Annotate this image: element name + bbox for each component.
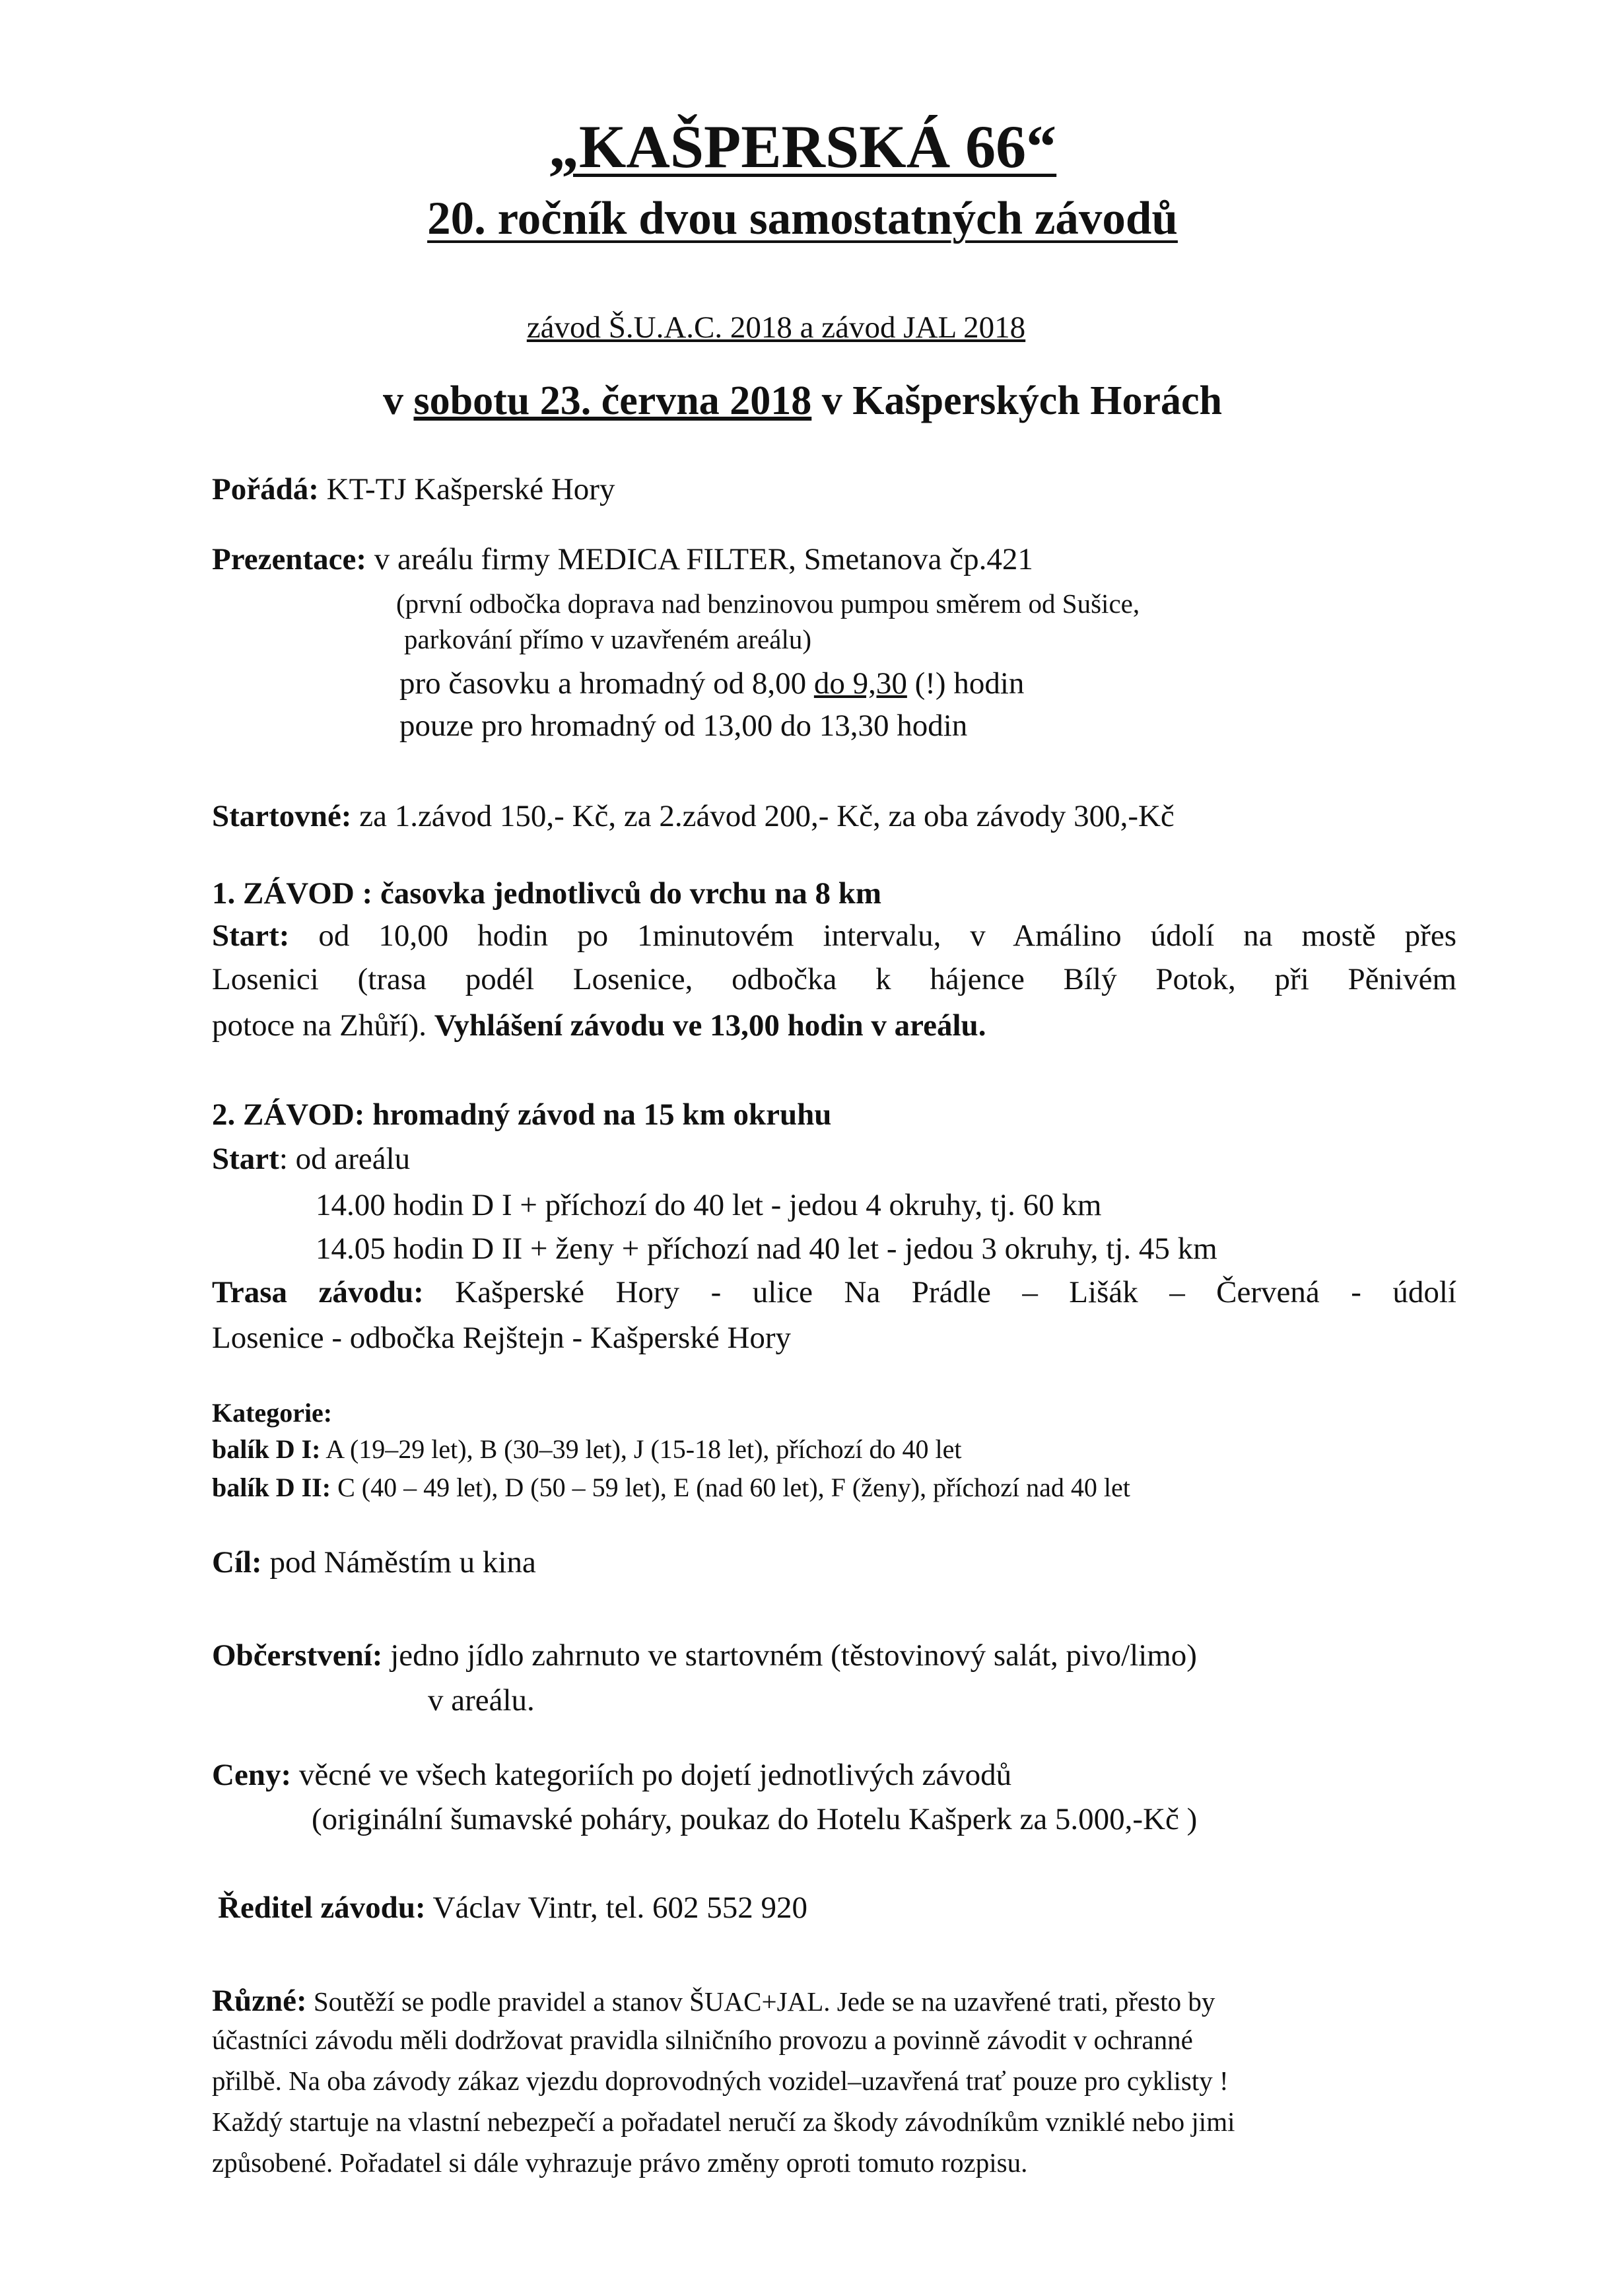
registration-hours-2: pouze pro hromadný od 13,00 do 13,30 hodin (399, 709, 968, 743)
misc-line-3: přilbě. Na oba závody zákaz vjezdu doprovodných vozidel–uzavřená trať pouze pro cyklisty ! (212, 2066, 1229, 2096)
misc-line-1 (212, 1986, 1215, 2017)
race2-start-line (212, 1144, 410, 1175)
prizes-line-2: (originální šumavské poháry, poukaz do Hotelu Kašperk za 5.000,-Kč ) (312, 1802, 1198, 1836)
categories-d2 (212, 1475, 1130, 1501)
categories-d1-value: A (19–29 let), B (30–39 let), J (15-18 let), příchozí do 40 let (320, 1434, 962, 1464)
fee-label: Startovné: (212, 799, 352, 833)
event-date-prefix: v (382, 378, 414, 423)
race1-line-1-text: od 10,00 hodin po 1minutovém intervalu, v Amálino údolí na mostě přes (289, 919, 1456, 953)
race2-start-value: : od areálu (279, 1142, 411, 1176)
race2-route-line-2: Losenice - odbočka Rejštejn - Kašperské Hory (212, 1321, 792, 1355)
race1-line-3a: potoce na Zhůří). (212, 1008, 434, 1043)
registration-value: v areálu firmy MEDICA FILTER, Smetanova čp.421 (366, 542, 1033, 576)
refreshment-value: jedno jídlo zahrnuto ve startovném (těstovinový salát, pivo/limo) (382, 1638, 1197, 1673)
finish-label: Cíl: (212, 1545, 262, 1580)
fee-line (212, 801, 1175, 832)
director-value: Václav Vintr, tel. 602 552 920 (425, 1891, 807, 1925)
categories-label: Kategorie: (212, 1398, 333, 1428)
director-label: Ředitel závodu: (218, 1891, 426, 1925)
race1-line-3 (212, 1010, 986, 1041)
race1-line-2: Losenici (trasa podél Losenice, odbočka k hájence Bílý Potok, při Pěnivém (212, 962, 1456, 996)
race2-route-label: Trasa závodu: (212, 1275, 424, 1309)
finish-line (212, 1547, 536, 1578)
organizer-line (212, 474, 615, 505)
race2-start-label: Start (212, 1142, 279, 1176)
registration-label: Prezentace: (212, 542, 366, 576)
race1-start-label: Start: (212, 919, 290, 953)
registration-hours-1c: (!) hodin (906, 666, 1025, 701)
race2-wave-1: 14.00 hodin D I + příchozí do 40 let - jedou 4 okruhy, tj. 60 km (316, 1188, 1102, 1222)
race-series-text: závod Š.U.A.C. 2018 a závod JAL 2018 (526, 310, 1026, 345)
categories-d1-label: balík D I: (212, 1434, 321, 1464)
event-date (0, 380, 1605, 421)
race2-route-line-1 (212, 1277, 1456, 1308)
refreshment-label: Občerstvení: (212, 1638, 383, 1673)
race2-heading: 2. ZÁVOD: hromadný závod na 15 km okruhu (212, 1097, 832, 1132)
event-date-suffix: v Kašperských Horách (811, 378, 1222, 423)
finish-value: pod Náměstím u kina (261, 1545, 536, 1580)
registration-note-2: parkování přímo v uzavřeném areálu) (404, 624, 812, 654)
registration-hours-1b: do 9,30 (813, 666, 907, 701)
misc-line-5: způsobené. Pořadatel si dále vyhrazuje právo změny oproti tomuto rozpisu. (212, 2147, 1028, 2178)
registration-line (212, 544, 1033, 575)
organizer-label: Pořádá: (212, 472, 319, 506)
registration-hours-1 (399, 668, 1024, 699)
race1-line-1 (212, 921, 1456, 952)
prizes-value: věcné ve všech kategoriích po dojetí jednotlivých závodů (291, 1758, 1012, 1792)
fee-value: za 1.závod 150,- Kč, za 2.závod 200,- Kč, za oba závody 300,-Kč (351, 799, 1175, 833)
race-series (0, 312, 1579, 343)
prizes-line (212, 1760, 1011, 1791)
page-title: „KAŠPERSKÁ 66“ (548, 113, 1057, 180)
registration-note-1: (první odbočka doprava nad benzinovou pumpou směrem od Sušice, (396, 588, 1140, 619)
misc-label: Různé: (212, 1984, 307, 2018)
prizes-label: Ceny: (212, 1758, 292, 1792)
event-date-main: sobotu 23. června 2018 (413, 378, 812, 423)
misc-line-2: účastníci závodu měli dodržovat pravidla silničního provozu a povinně závodit v ochranné (212, 2025, 1193, 2055)
categories-d2-label: balík D II: (212, 1473, 331, 1502)
misc-line-4: Každý startuje na vlastní nebezpečí a pořadatel neručí za škody závodníkům vzniklé nebo jimi (212, 2106, 1235, 2137)
race1-heading: 1. ZÁVOD : časovka jednotlivců do vrchu na 8 km (212, 876, 882, 911)
page-subtitle: 20. ročník dvou samostatných závodů (427, 193, 1178, 244)
refreshment-line (212, 1640, 1197, 1671)
refreshment-line-2: v areálu. (428, 1683, 535, 1718)
race2-wave-2: 14.05 hodin D II + ženy + příchozí nad 40 let - jedou 3 okruhy, tj. 45 km (316, 1232, 1217, 1266)
registration-hours-1a: pro časovku a hromadný od 8,00 (399, 666, 814, 701)
misc-line-1-text: Soutěží se podle pravidel a stanov ŠUAC+JAL. Jede se na uzavřené trati, přesto by (306, 1986, 1215, 2017)
director-line (218, 1893, 807, 1924)
categories-d2-value: C (40 – 49 let), D (50 – 59 let), E (nad 60 let), F (ženy), příchozí nad 40 let (331, 1473, 1130, 1502)
organizer-value: KT-TJ Kašperské Hory (318, 472, 615, 506)
race1-announcement: Vyhlášení závodu ve 13,00 hodin v areálu. (434, 1008, 986, 1043)
race2-route-line-1-text: Kašperské Hory - ulice Na Prádle – Lišák – Červená - údolí (423, 1275, 1456, 1309)
categories-d1 (212, 1436, 961, 1463)
